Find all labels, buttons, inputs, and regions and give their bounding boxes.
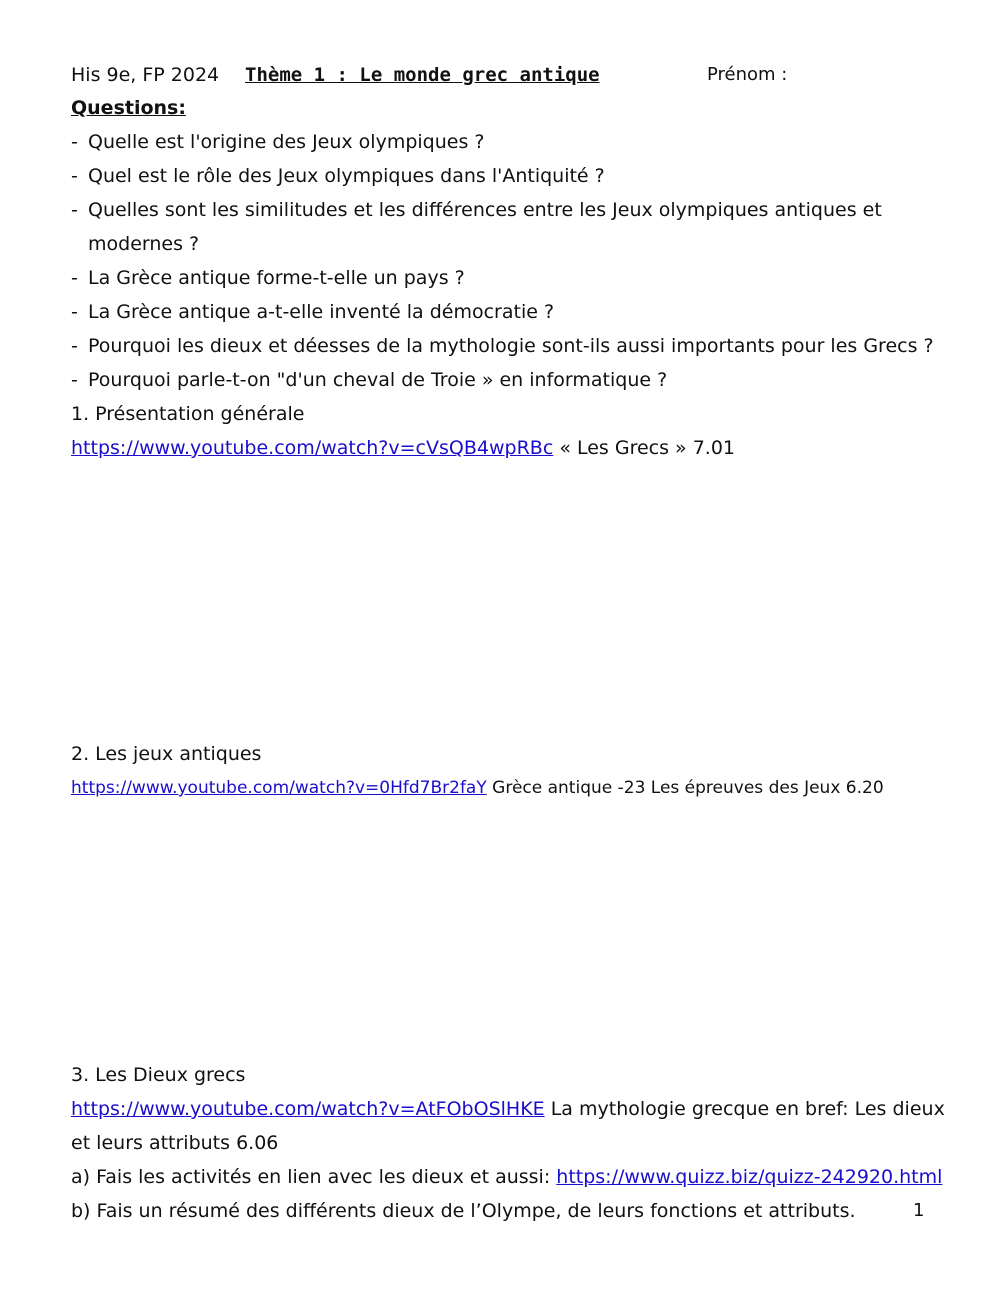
section-3-task-a xyxy=(71,1165,942,1189)
question-text: Quelle est l'origine des Jeux olympiques ? xyxy=(88,131,485,153)
bullet-dash: - xyxy=(71,131,78,153)
section-3-heading: 3. Les Dieux grecs xyxy=(71,1064,246,1086)
section-2-video-link[interactable]: https://www.youtube.com/watch?v=0Hfd7Br2faY xyxy=(71,778,487,798)
section-1-video-link[interactable]: https://www.youtube.com/watch?v=cVsQB4wpRBc xyxy=(71,437,554,459)
section-3-task-b: b) Fais un résumé des différents dieux de l’Olympe, de leurs fonctions et attributs. xyxy=(71,1200,856,1222)
question-text: Quel est le rôle des Jeux olympiques dans l'Antiquité ? xyxy=(88,165,605,187)
section-3-video-desc-continued: et leurs attributs 6.06 xyxy=(71,1132,279,1154)
section-3-resource xyxy=(71,1097,945,1121)
section-1-video-desc: « Les Grecs » 7.01 xyxy=(559,437,736,459)
bullet-dash: - xyxy=(71,165,78,187)
bullet-dash: - xyxy=(71,301,78,323)
bullet-dash: - xyxy=(71,369,78,391)
quiz-link[interactable]: https://www.quizz.biz/quizz-242920.html xyxy=(556,1166,943,1188)
section-2-video-desc: Grèce antique -23 Les épreuves des Jeux 6.20 xyxy=(492,778,884,798)
section-3-video-link[interactable]: https://www.youtube.com/watch?v=AtFObOSlHKE xyxy=(71,1098,545,1120)
bullet-dash: - xyxy=(71,199,78,221)
question-text: Pourquoi les dieux et déesses de la mythologie sont-ils aussi importants pour les Grecs ? xyxy=(88,335,934,357)
question-text: Quelles sont les similitudes et les différences entre les Jeux olympiques antiques et xyxy=(88,199,882,221)
question-text: La Grèce antique forme-t-elle un pays ? xyxy=(88,267,465,289)
first-name-label: Prénom : xyxy=(707,64,788,85)
section-1-resource xyxy=(71,436,735,460)
course-label: His 9e, FP 2024 xyxy=(71,64,220,86)
section-2-heading: 2. Les jeux antiques xyxy=(71,743,262,765)
question-text: modernes ? xyxy=(88,233,200,255)
bullet-dash: - xyxy=(71,267,78,289)
section-3-video-desc: La mythologie grecque en bref: Les dieux xyxy=(550,1098,945,1120)
question-text: La Grèce antique a-t-elle inventé la démocratie ? xyxy=(88,301,555,323)
section-1-heading: 1. Présentation générale xyxy=(71,403,305,425)
page-number: 1 xyxy=(913,1200,925,1221)
task-a-text: a) Fais les activités en lien avec les dieux et aussi: xyxy=(71,1166,551,1188)
questions-heading: Questions: xyxy=(71,97,186,119)
document-title: Thème 1 : Le monde grec antique xyxy=(245,64,600,86)
bullet-dash: - xyxy=(71,335,78,357)
question-text: Pourquoi parle-t-on "d'un cheval de Troie » en informatique ? xyxy=(88,369,668,391)
section-2-resource xyxy=(71,776,884,800)
